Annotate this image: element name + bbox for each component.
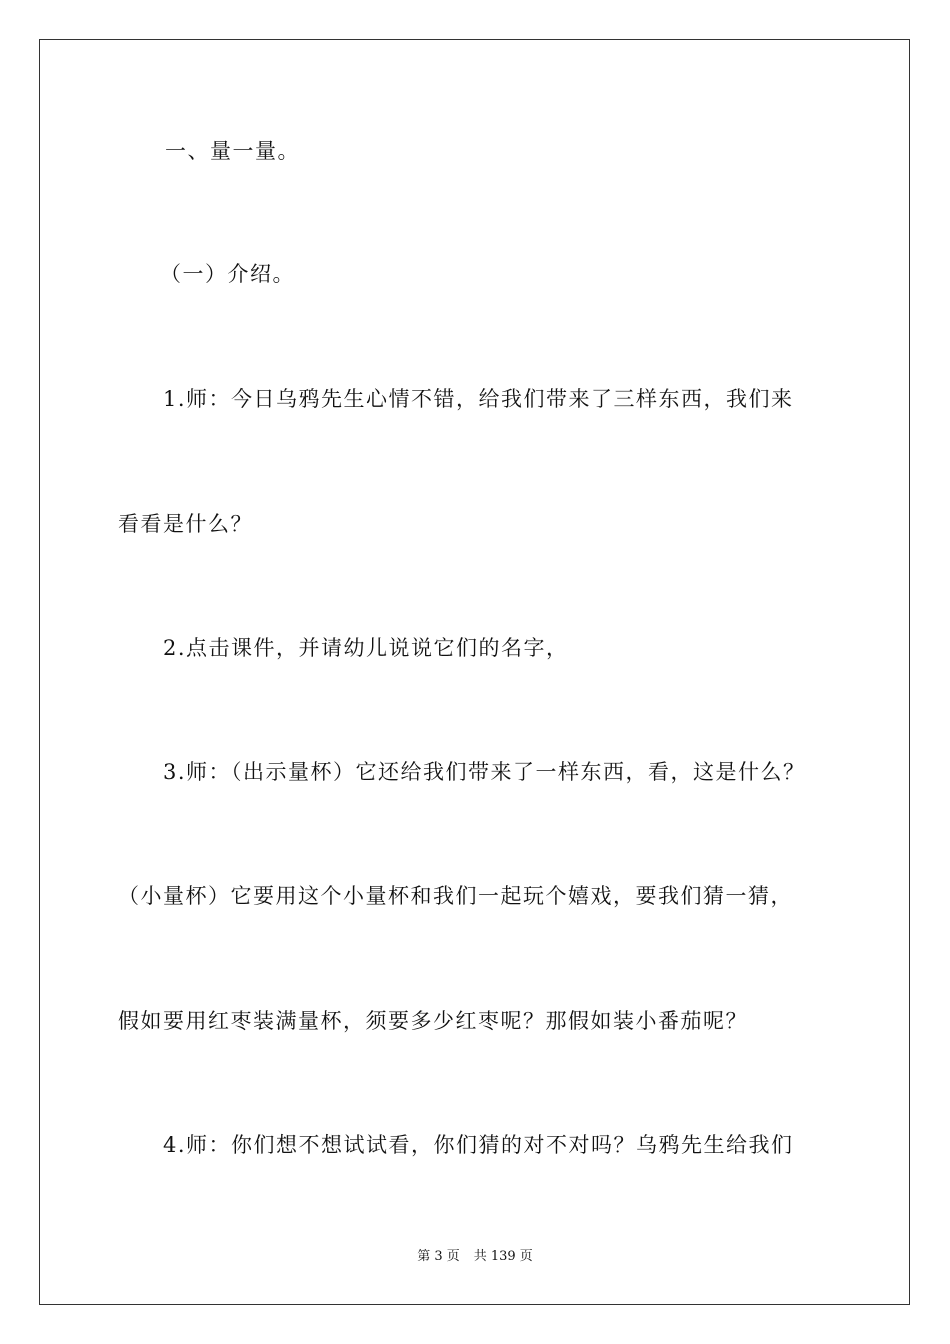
paragraph-line: 看看是什么？ [118, 512, 253, 536]
section-heading: 一、量一量。 [165, 139, 300, 163]
page-border [39, 39, 910, 1305]
paragraph-line: 2.点击课件，并请幼儿说说它们的名字， [163, 636, 569, 660]
paragraph-line: 1.师：今日乌鸦先生心情不错，给我们带来了三样东西，我们来 [163, 387, 794, 411]
subsection-heading: （一）介绍。 [160, 262, 295, 286]
paragraph-line: 3.师：（出示量杯）它还给我们带来了一样东西，看，这是什么？ [163, 760, 806, 784]
page-total: 共 139 页 [473, 1249, 533, 1264]
page-footer [0, 1248, 950, 1266]
page-number: 第 3 页 [417, 1249, 460, 1264]
paragraph-line: 4.师：你们想不想试试看，你们猜的对不对吗？乌鸦先生给我们 [163, 1133, 794, 1157]
paragraph-line: （小量杯）它要用这个小量杯和我们一起玩个嬉戏，要我们猜一猜， [118, 884, 793, 908]
paragraph-line: 假如要用红枣装满量杯，须要多少红枣呢？那假如装小番茄呢？ [118, 1009, 748, 1033]
